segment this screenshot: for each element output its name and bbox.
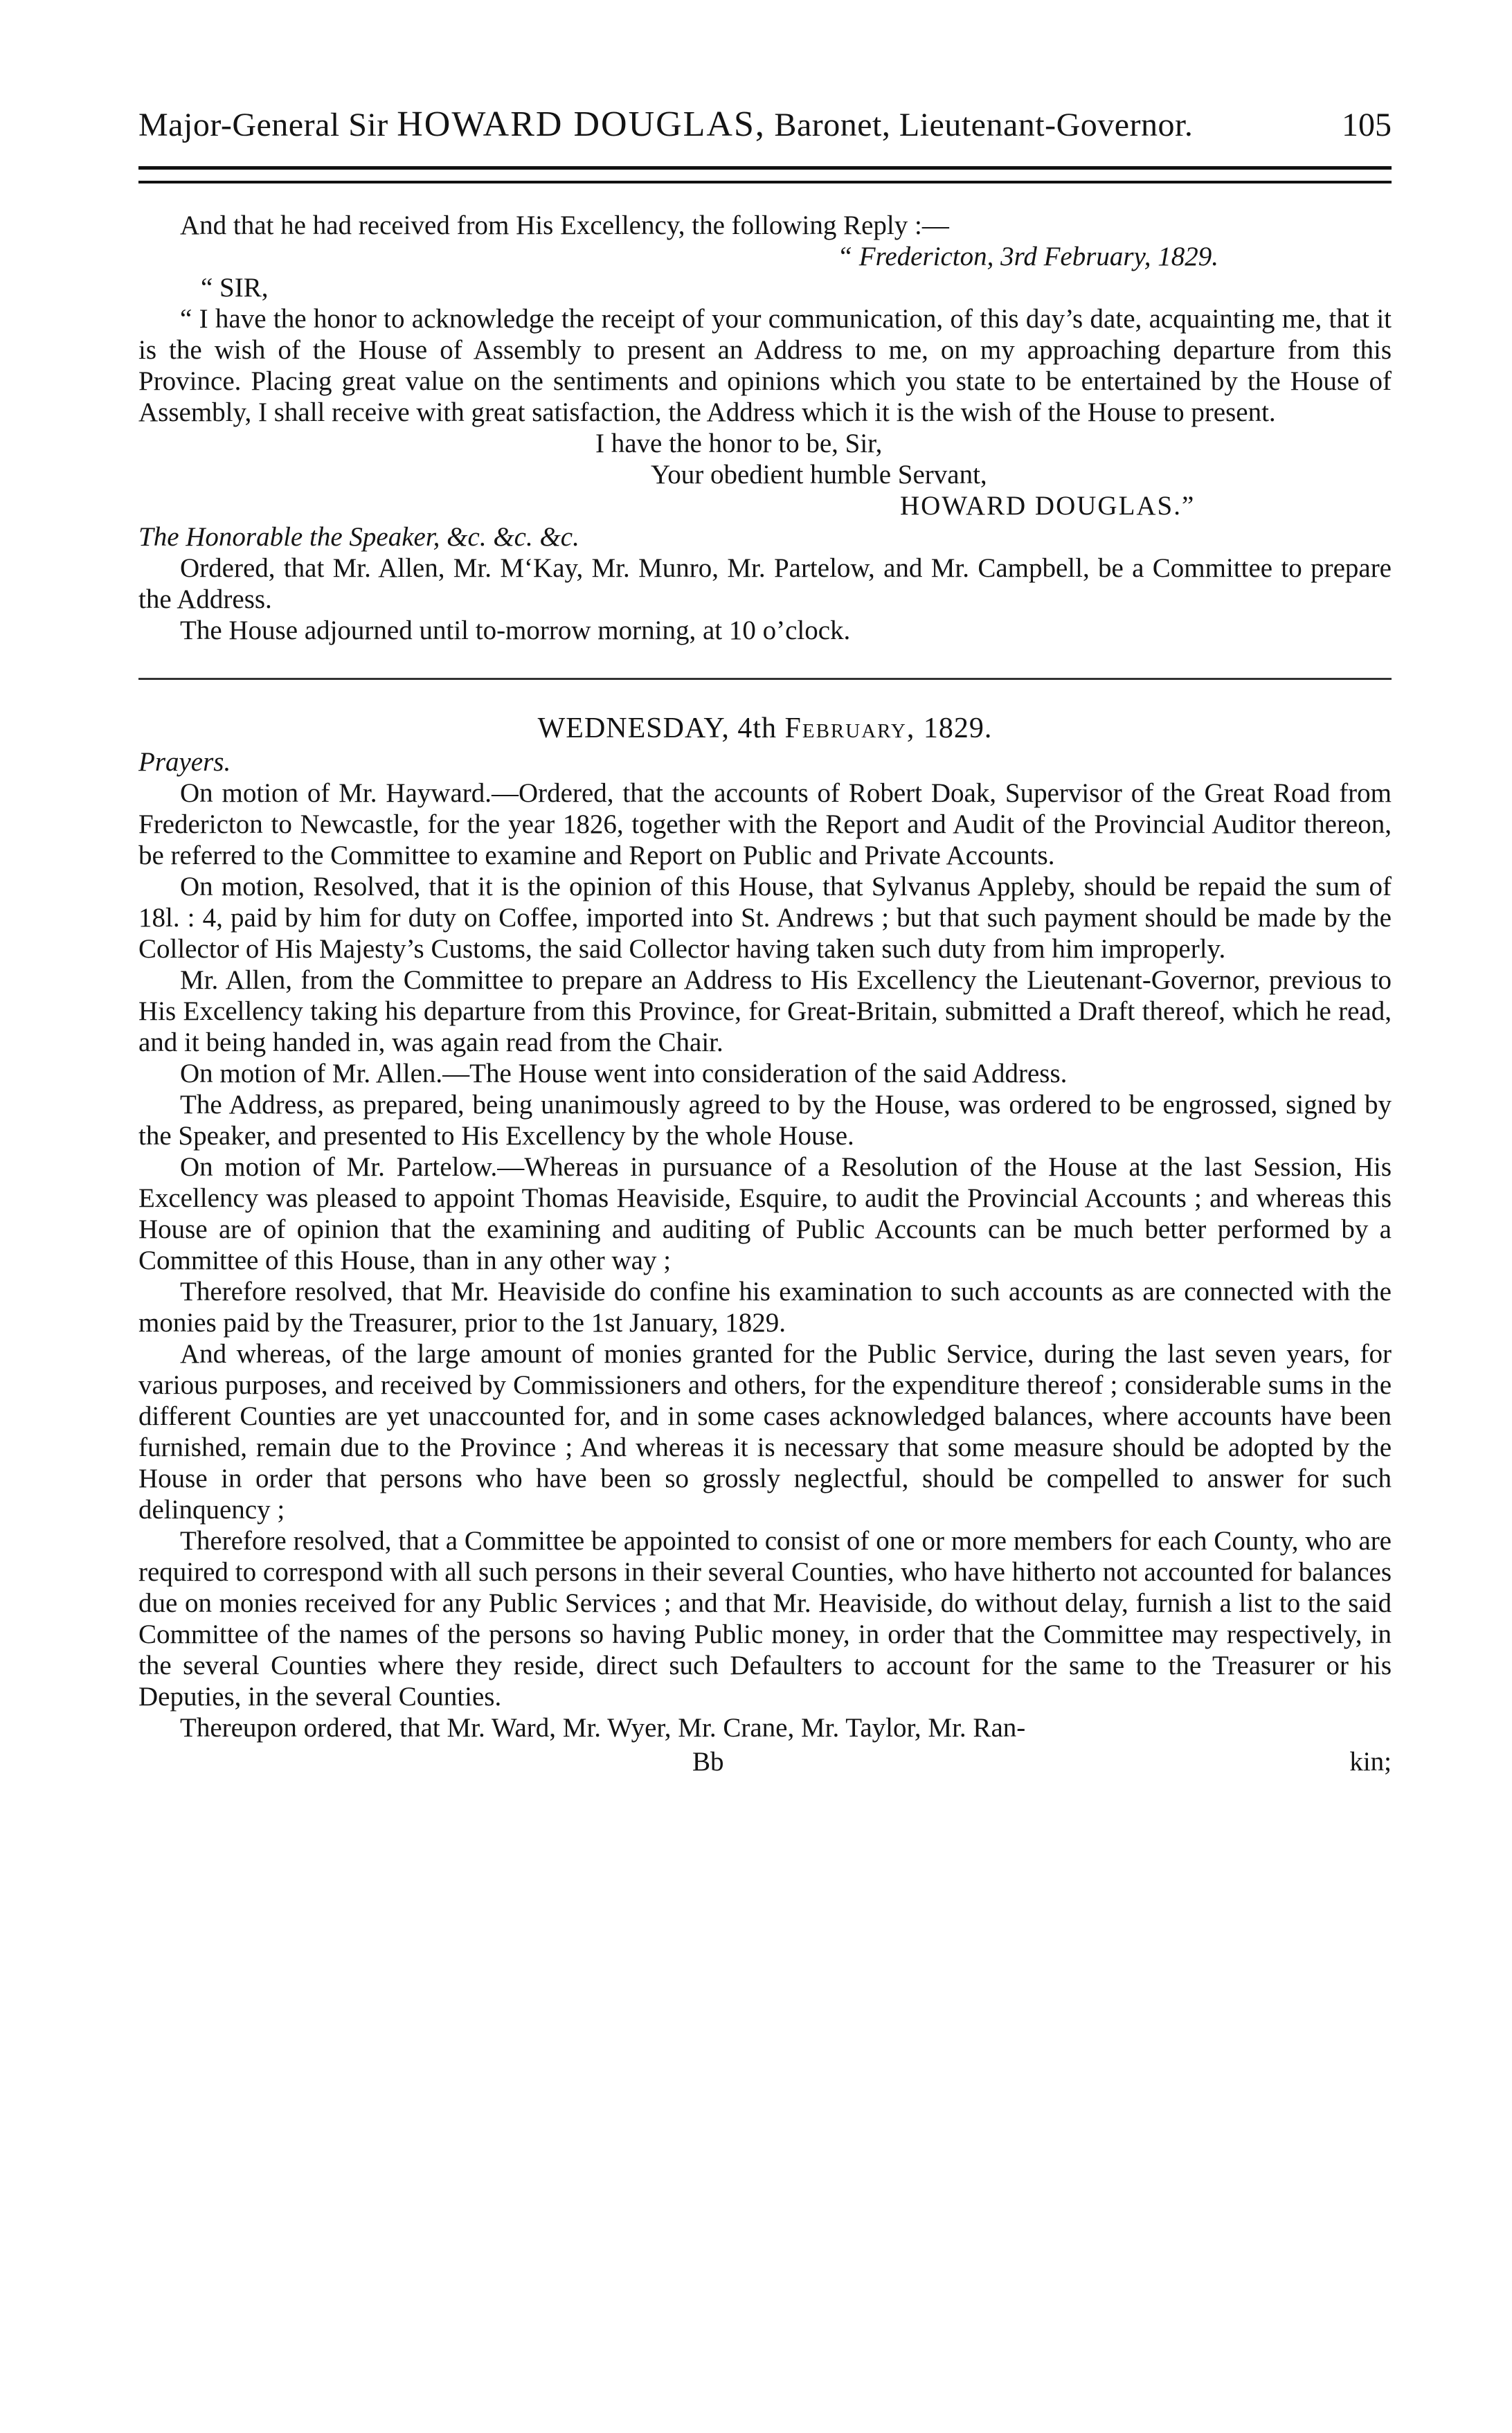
address-agreed: The Address, as prepared, being unanimously agreed to by the House, was ordered to be engrossed, signed by the Speaker, and presented to His Excellency by the whole House. <box>138 1090 1392 1151</box>
day-heading-year: 1829. <box>923 712 993 744</box>
reply-salutation: “ SIR, <box>201 273 269 303</box>
resolved-appleby: On motion, Resolved, that it is the opinion of this House, that Sylvanus Appleby, should be repaid the sum of 18l. : 4, paid by him for duty on Coffee, imported into St. Andrews ; but that such payment should be made by the Collector of His Majesty’s Customs, the said Collector having taken such duty from him improperly. <box>138 872 1392 964</box>
reply-date-line: “ Fredericton, 3rd February, 1829. <box>837 242 1218 271</box>
motion-allen: On motion of Mr. Allen.—The House went into consideration of the said Address. <box>180 1059 1068 1088</box>
reply-section <box>138 210 1392 646</box>
resolved-committee: Therefore resolved, that a Committee be appointed to consist of one or more members for each County, who are required to correspond with all such persons in their several Counties, who have hitherto not accounted for balances due on monies received for any Public Services ; and that Mr. Heaviside, do without delay, furnish a list to the said Committee of the names of the persons so having Public money, in order that the Committee may respectively, in the several Counties where they reside, direct such Defaulters to account for the same to the Treasurer or his Deputies, in the several Counties. <box>138 1526 1392 1712</box>
thereupon-ordered: Thereupon ordered, that Mr. Ward, Mr. Wyer, Mr. Crane, Mr. Taylor, Mr. Ran- <box>180 1713 1026 1743</box>
resolved-heaviside: Therefore resolved, that Mr. Heaviside do confine his examination to such accounts as are connected with the monies paid by the Treasurer, prior to the 1st January, 1829. <box>138 1277 1392 1338</box>
page-footer <box>138 1746 1392 1777</box>
reply-body: “ I have the honor to acknowledge the receipt of your communication, of this day’s date, acquainting me, that it is the wish of the House of Assembly to present an Address to me, on my approaching departure from this Province. Placing great value on the sentiments and opinions which you state to be entertained by the House of Assembly, I shall receive with great satisfaction, the Address which it is the wish of the House to present. <box>138 304 1392 427</box>
motion-hayward: On motion of Mr. Hayward.—Ordered, that the accounts of Robert Doak, Supervisor of the Great Road from Fredericton to Newcastle, for the year 1826, together with the Report and Audit of the Provincial Auditor thereon, be referred to the Committee to examine and Report on Public and Private Accounts. <box>138 778 1392 870</box>
running-header <box>138 104 1392 152</box>
reply-intro: And that he had received from His Excellency, the following Reply :— <box>180 210 949 240</box>
ordered-committee: Ordered, that Mr. Allen, Mr. M‘Kay, Mr. Munro, Mr. Partelow, and Mr. Campbell, be a Committee to prepare the Address. <box>138 553 1392 614</box>
header-double-rule <box>138 166 1392 183</box>
running-title-prefix: Major-General Sir <box>138 107 388 143</box>
day-heading-month: February, <box>784 712 916 744</box>
running-title <box>138 104 1193 146</box>
reply-signature: HOWARD DOUGLAS.” <box>900 491 1196 521</box>
day-heading <box>138 710 1392 746</box>
signature-mark: Bb <box>692 1747 724 1777</box>
journal-page <box>138 104 1392 1777</box>
house-adjourned: The House adjourned until to-morrow morning, at 10 o’clock. <box>180 616 851 645</box>
running-title-suffix: Baronet, Lieutenant-Governor. <box>774 107 1194 143</box>
reply-addressee: The Honorable the Speaker, &c. &c. &c. <box>138 522 579 552</box>
reply-closing-2: Your obedient humble Servant, <box>651 460 987 490</box>
reply-closing-1: I have the honor to be, Sir, <box>595 429 883 458</box>
catchword: kin; <box>1349 1747 1392 1777</box>
page-number: 105 <box>1342 107 1392 143</box>
prayers-label: Prayers. <box>138 747 231 777</box>
section-rule <box>138 678 1392 680</box>
whereas-monies: And whereas, of the large amount of monies granted for the Public Service, during the last seven years, for various purposes, and received by Commissioners and others, for the expenditure thereof ; considerable sums in the different Counties are yet unaccounted for, and in some cases acknowledged balances, where accounts have been furnished, remain due to the Province ; And whereas it is necessary that some measure should be adopted by the House in order that persons who have been so grossly neglectful, should be compelled to answer for such delinquency ; <box>138 1339 1392 1525</box>
day-heading-weekday: WEDNESDAY, 4th <box>537 712 777 744</box>
running-title-name: HOWARD DOUGLAS, <box>397 105 766 144</box>
motion-partelow: On motion of Mr. Partelow.—Whereas in pursuance of a Resolution of the House at the last Session, His Excellency was pleased to appoint Thomas Heaviside, Esquire, to audit the Provincial Accounts ; and whereas this House are of opinion that the examining and auditing of Public Accounts can be much better performed by a Committee of this House, than in any other way ; <box>138 1152 1392 1275</box>
committee-address-draft: Mr. Allen, from the Committee to prepare an Address to His Excellency the Lieutenant-Governor, previous to His Excellency taking his departure from this Province, for Great-Britain, submitted a Draft thereof, which he read, and it being handed in, was again read from the Chair. <box>138 965 1392 1057</box>
day-proceedings <box>138 778 1392 1743</box>
